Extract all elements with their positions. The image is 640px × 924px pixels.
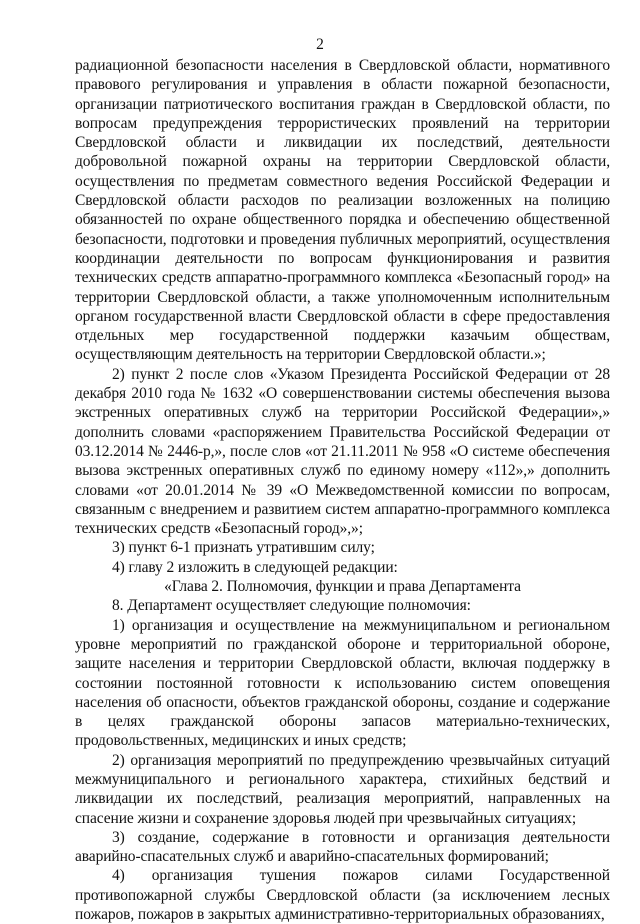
paragraph-power-4: 4) организация тушения пожаров силами Государственной противопожарной службы Свердловской области (за исключением лесных пожаров, пожаров в закрытых административно-территориальных образованиях, <box>75 867 610 924</box>
chapter-heading: «Глава 2. Полномочия, функции и права Департамента <box>164 578 521 596</box>
paragraph-power-1: 1) организация и осуществление на межмуниципальном и региональном уровне мероприятий по гражданской обороне и территориальной обороне, защите населения и территории Свердловской области, включая поддержку в состоянии постоянной готовности к использованию систем оповещения населения об опасности, объектов гражданской обороны, создание и содержание в целях гражданской обороны запасов материально-технических, продовольственных, медицинских и иных средств; <box>75 616 610 750</box>
paragraph-continuation: радиационной безопасности населения в Свердловской области, нормативного правового регулирования и управления в области пожарной безопасности, организации патриотического воспитания граждан в Свердловской области, по вопросам предупреждения террористических проявлений на территории Свердловской области и ликвидации их последствий, деятельности добровольной пожарной охраны на территории Свердловской области, осуществления по предметам совместного ведения Российской Федерации и Свердловской области расходов по реализации возложенных на полицию обязанностей по охране общественного порядка и обеспечению общественной безопасности, подготовки и проведения публичных мероприятий, осуществления координации деятельности по вопросам функционирования и развития технических средств аппаратно-программного комплекса «Безопасный город» на территории Свердловской области, а также уполномоченным исполнительным органом государственной власти Свердловской области в сфере предоставления отдельных мер государственной поддержки казачьим обществам, осуществляющим деятельность на территории Свердловской области.»; <box>75 57 610 364</box>
paragraph-section-8: 8. Департамент осуществляет следующие полномочия: <box>112 597 471 615</box>
paragraph-power-2: 2) организация мероприятий по предупреждению чрезвычайных ситуаций межмуниципального и регионального характера, стихийных бедствий и ликвидации их последствий, реализация мероприятий, направленных на спасение жизни и сохранение здоровья людей при чрезвычайных ситуациях; <box>75 751 610 827</box>
paragraph-item-2: 2) пункт 2 после слов «Указом Президента Российской Федерации от 28 декабря 2010 года № 1632 «О совершенствовании системы обеспечения вызова экстренных оперативных служб на территории Российской Федерации»,» дополнить словами «распоряжением Правительства Российской Федерации от 03.12.2014 № 2446-р,», после слов «от 21.11.2011 № 958 «О системе обеспечения вызова экстренных оперативных служб по единому номеру «112»,» дополнить словами «от 20.01.2014 № 39 «О Межведомственной комиссии по вопросам, связанным с внедрением и развитием систем аппаратно-программного комплекса технических средств «Безопасный город»,»; <box>75 365 610 538</box>
paragraph-item-4: 4) главу 2 изложить в следующей редакции: <box>112 558 398 576</box>
paragraph-power-3: 3) создание, содержание в готовности и организация деятельности аварийно-спасательных служб и аварийно-спасательных формирований; <box>75 828 610 866</box>
page-number: 2 <box>316 36 324 53</box>
document-body <box>75 56 610 924</box>
paragraph-item-3: 3) пункт 6-1 признать утратившим силу; <box>112 539 375 557</box>
